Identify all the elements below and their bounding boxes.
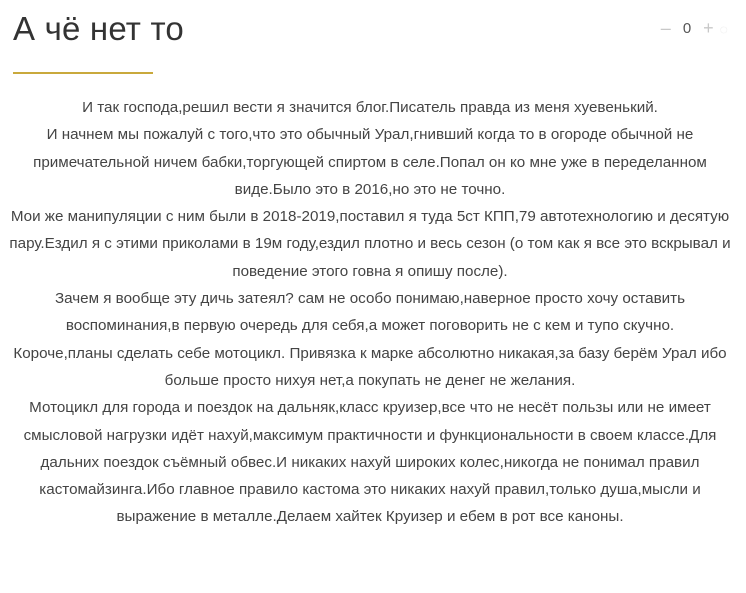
post-paragraph: Мотоцикл для города и поездок на дальняк,класс круизер,все что не несёт пользы или не имеет смысловой нагрузки идёт нахуй,максимум практичности и функциональности в своем классе.Для дальних поездок съёмный обвес.И никаких нахуй широких колес,никогда не понимал правил кастомайзинга.Ибо главное правило кастома это никаких нахуй правил,только душа,мысли и выражение в металле.Делаем хайтек Круизер и ебем в рот все каноны. — [23, 399, 717, 526]
title-divider — [13, 72, 153, 74]
vote-plus-button[interactable]: + — [703, 18, 714, 38]
vote-widget — [661, 18, 728, 39]
post-paragraph: Мои же манипуляции с ним были в 2018-2019,поставил я туда 5ст КПП,79 автотехнологию и десятую пару.Ездил я с этими приколами в 19м году,ездил плотно и весь сезон (о том как я все это вскрывал и поведение этого говна я опишу после). — [9, 208, 731, 280]
post-paragraph: Зачем я вообще эту дичь затеял? сам не особо понимаю,наверное просто хочу оставить воспоминания,в первую очередь для себя,а может поговорить не с кем и тупо скучно. — [54, 290, 686, 335]
reaction-icon: ◌ — [719, 20, 728, 37]
vote-count: 0 — [682, 20, 692, 37]
vote-minus-button[interactable]: – — [660, 18, 671, 38]
post-title: А чё нет то — [13, 10, 184, 47]
post-paragraph: И начнем мы пожалуй с того,что это обычный Урал,гнивший когда то в огороде обычной не примечательной ничем бабки,торгующей спиртом в селе.Попал он ко мне уже в переделанном виде.Было это в 2016,но это не точно. — [33, 126, 707, 198]
post-paragraph: Короче,планы сделать себе мотоцикл. Привязка к марке абсолютно никакая,за базу берём Урал ибо больше просто нихуя нет,а покупать не денег не желания. — [13, 344, 727, 389]
post-paragraph: И так господа,решил вести я значится блог.Писатель правда из меня хуевенький. — [82, 99, 658, 116]
post-body — [8, 94, 732, 531]
